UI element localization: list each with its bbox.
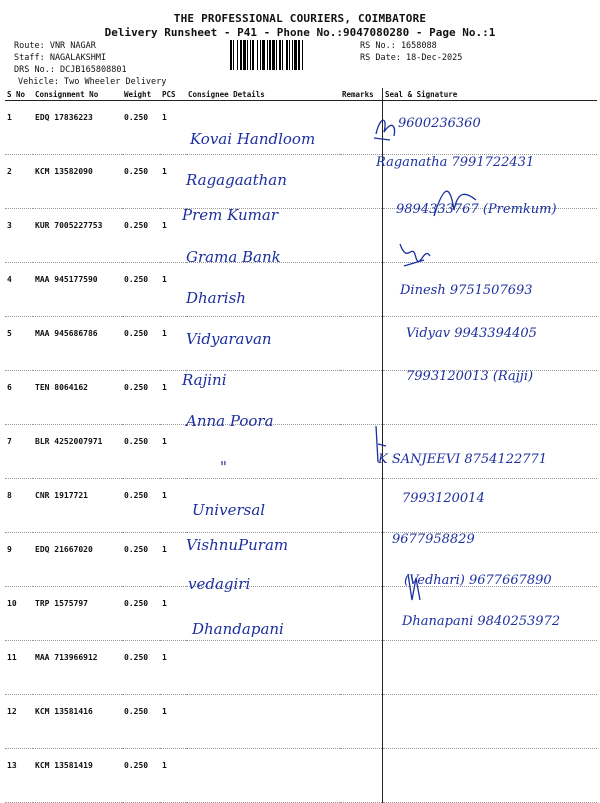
row-remarks-cell	[340, 533, 383, 587]
handwritten-signature: 7993120013 (Rajji)	[406, 369, 534, 385]
row-remarks-cell	[340, 317, 383, 371]
header-weight: Weight	[122, 88, 160, 101]
row-sno: 7	[5, 425, 33, 479]
company-title: THE PROFESSIONAL COURIERS, COIMBATORE	[173, 12, 427, 25]
handwritten-consignee: Dhandapani	[192, 620, 284, 639]
header-consignment: Consignment No	[33, 88, 122, 101]
row-sno: 11	[5, 641, 33, 695]
row-signature-cell	[383, 695, 598, 749]
table-row	[5, 695, 597, 749]
row-sno: 12	[5, 695, 33, 749]
handwritten-signature: 9600236360	[398, 116, 481, 131]
row-pcs: 1	[160, 695, 186, 749]
row-weight: 0.250	[122, 371, 160, 425]
signature-scribble	[394, 236, 434, 276]
row-consignee-cell	[186, 749, 340, 803]
route-label: Route: VNR NAGAR	[14, 41, 96, 51]
row-sno: 4	[5, 263, 33, 317]
row-pcs: 1	[160, 641, 186, 695]
row-consignment-no: KCM 13581419	[33, 749, 122, 803]
handwritten-consignee: Vidyaravan	[186, 330, 272, 348]
row-remarks-cell	[340, 587, 383, 641]
row-pcs: 1	[160, 209, 186, 263]
rs-date: RS Date: 18-Dec-2025	[360, 53, 463, 63]
row-sno: 6	[5, 371, 33, 425]
row-sno: 8	[5, 479, 33, 533]
runsheet-table	[5, 88, 597, 803]
row-remarks-cell	[340, 641, 383, 695]
handwritten-consignee: Rajini	[182, 371, 227, 390]
signature-scribble	[404, 570, 424, 604]
row-remarks-cell	[340, 695, 383, 749]
header-consignee: Consignee Details	[186, 88, 340, 101]
row-consignment-no: MAA 945177590	[33, 263, 122, 317]
row-weight: 0.250	[122, 587, 160, 641]
handwritten-signature: (Vedhari) 9677667890	[404, 573, 552, 589]
row-remarks-cell	[340, 263, 383, 317]
handwritten-signature: Dinesh 9751507693	[400, 282, 533, 298]
handwritten-signature: K SANJEEVI 8754122771	[378, 451, 548, 467]
handwritten-signature: 9677958829	[392, 532, 475, 547]
header-pcs: PCS	[160, 88, 186, 101]
row-weight: 0.250	[122, 155, 160, 209]
handwritten-signature: Dhanapani 9840253972	[402, 614, 561, 630]
table-row	[5, 317, 597, 371]
staff-label: Staff: NAGALAKSHMI	[14, 53, 107, 63]
table-row	[5, 479, 597, 533]
row-weight: 0.250	[122, 695, 160, 749]
row-consignment-no: EDQ 21667020	[33, 533, 122, 587]
barcode-image	[228, 40, 356, 70]
row-sno: 2	[5, 155, 33, 209]
header-sno: S No	[5, 88, 33, 101]
row-pcs: 1	[160, 263, 186, 317]
signature-scribble	[370, 112, 400, 142]
row-pcs: 1	[160, 587, 186, 641]
handwritten-signature: Vidyav 9943394405	[406, 326, 537, 341]
runsheet-subtitle: Delivery Runsheet - P41 - Phone No.:9047080280 - Page No.:1	[104, 26, 496, 39]
row-consignee-cell	[186, 641, 340, 695]
row-pcs: 1	[160, 155, 186, 209]
row-consignment-no: MAA 713966912	[33, 641, 122, 695]
handwritten-consignee: Universal	[192, 500, 266, 519]
signature-scribble	[430, 180, 480, 220]
vehicle-label: Vehicle: Two Wheeler Delivery	[18, 77, 167, 87]
row-weight: 0.250	[122, 533, 160, 587]
rs-number: RS No.: 1658088	[360, 41, 437, 51]
row-pcs: 1	[160, 317, 186, 371]
row-pcs: 1	[160, 101, 186, 155]
row-signature-cell	[383, 317, 598, 371]
row-pcs: 1	[160, 371, 186, 425]
row-consignment-no: KUR 7005227753	[33, 209, 122, 263]
row-weight: 0.250	[122, 317, 160, 371]
row-consignee-cell	[186, 695, 340, 749]
row-weight: 0.250	[122, 749, 160, 803]
row-weight: 0.250	[122, 641, 160, 695]
row-consignment-no: TRP 1575797	[33, 587, 122, 641]
row-sno: 1	[5, 101, 33, 155]
row-consignment-no: KCM 13581416	[33, 695, 122, 749]
handwritten-consignee: Grama Bank	[186, 247, 281, 266]
handwritten-consignee: Anna Poora	[186, 412, 274, 431]
header-signature: Seal & Signature	[383, 88, 598, 101]
row-sno: 13	[5, 749, 33, 803]
handwritten-consignee: Kovai Handloom	[190, 130, 316, 148]
row-weight: 0.250	[122, 425, 160, 479]
row-sno: 9	[5, 533, 33, 587]
row-weight: 0.250	[122, 263, 160, 317]
row-pcs: 1	[160, 749, 186, 803]
row-consignment-no: CNR 1917721	[33, 479, 122, 533]
row-consignee-cell	[186, 425, 340, 479]
row-signature-cell	[383, 641, 598, 695]
handwritten-consignee: VishnuPuram	[186, 536, 289, 554]
table-row	[5, 749, 597, 803]
row-weight: 0.250	[122, 209, 160, 263]
row-consignment-no: KCM 13582090	[33, 155, 122, 209]
row-remarks-cell	[340, 209, 383, 263]
row-remarks-cell	[340, 371, 383, 425]
row-weight: 0.250	[122, 479, 160, 533]
handwritten-consignee: Dharish	[186, 288, 246, 307]
row-consignment-no: BLR 4252007971	[33, 425, 122, 479]
row-pcs: 1	[160, 533, 186, 587]
row-remarks-cell	[340, 479, 383, 533]
header-remarks: Remarks	[340, 88, 383, 101]
row-remarks-cell	[340, 749, 383, 803]
row-signature-cell	[383, 749, 598, 803]
drs-label: DRS No.: DCJB165808801	[14, 65, 127, 75]
handwritten-consignee: "	[220, 457, 227, 476]
row-consignment-no: EDQ 17836223	[33, 101, 122, 155]
bracket-scribble	[372, 424, 390, 464]
row-sno: 10	[5, 587, 33, 641]
handwritten-signature: 7993120014	[402, 490, 485, 506]
handwritten-consignee: Prem Kumar	[182, 206, 279, 225]
handwritten-signature: Raganatha 7991722431	[376, 155, 535, 171]
row-sno: 5	[5, 317, 33, 371]
row-weight: 0.250	[122, 101, 160, 155]
handwritten-signature: 9894333767 (Premkum)	[396, 202, 557, 218]
table-header-row	[5, 88, 597, 101]
handwritten-consignee: vedagiri	[188, 575, 251, 594]
row-pcs: 1	[160, 425, 186, 479]
row-sno: 3	[5, 209, 33, 263]
row-consignment-no: TEN 8064162	[33, 371, 122, 425]
row-consignment-no: MAA 945686786	[33, 317, 122, 371]
row-pcs: 1	[160, 479, 186, 533]
table-row	[5, 641, 597, 695]
handwritten-consignee: Ragagaathan	[186, 171, 287, 190]
